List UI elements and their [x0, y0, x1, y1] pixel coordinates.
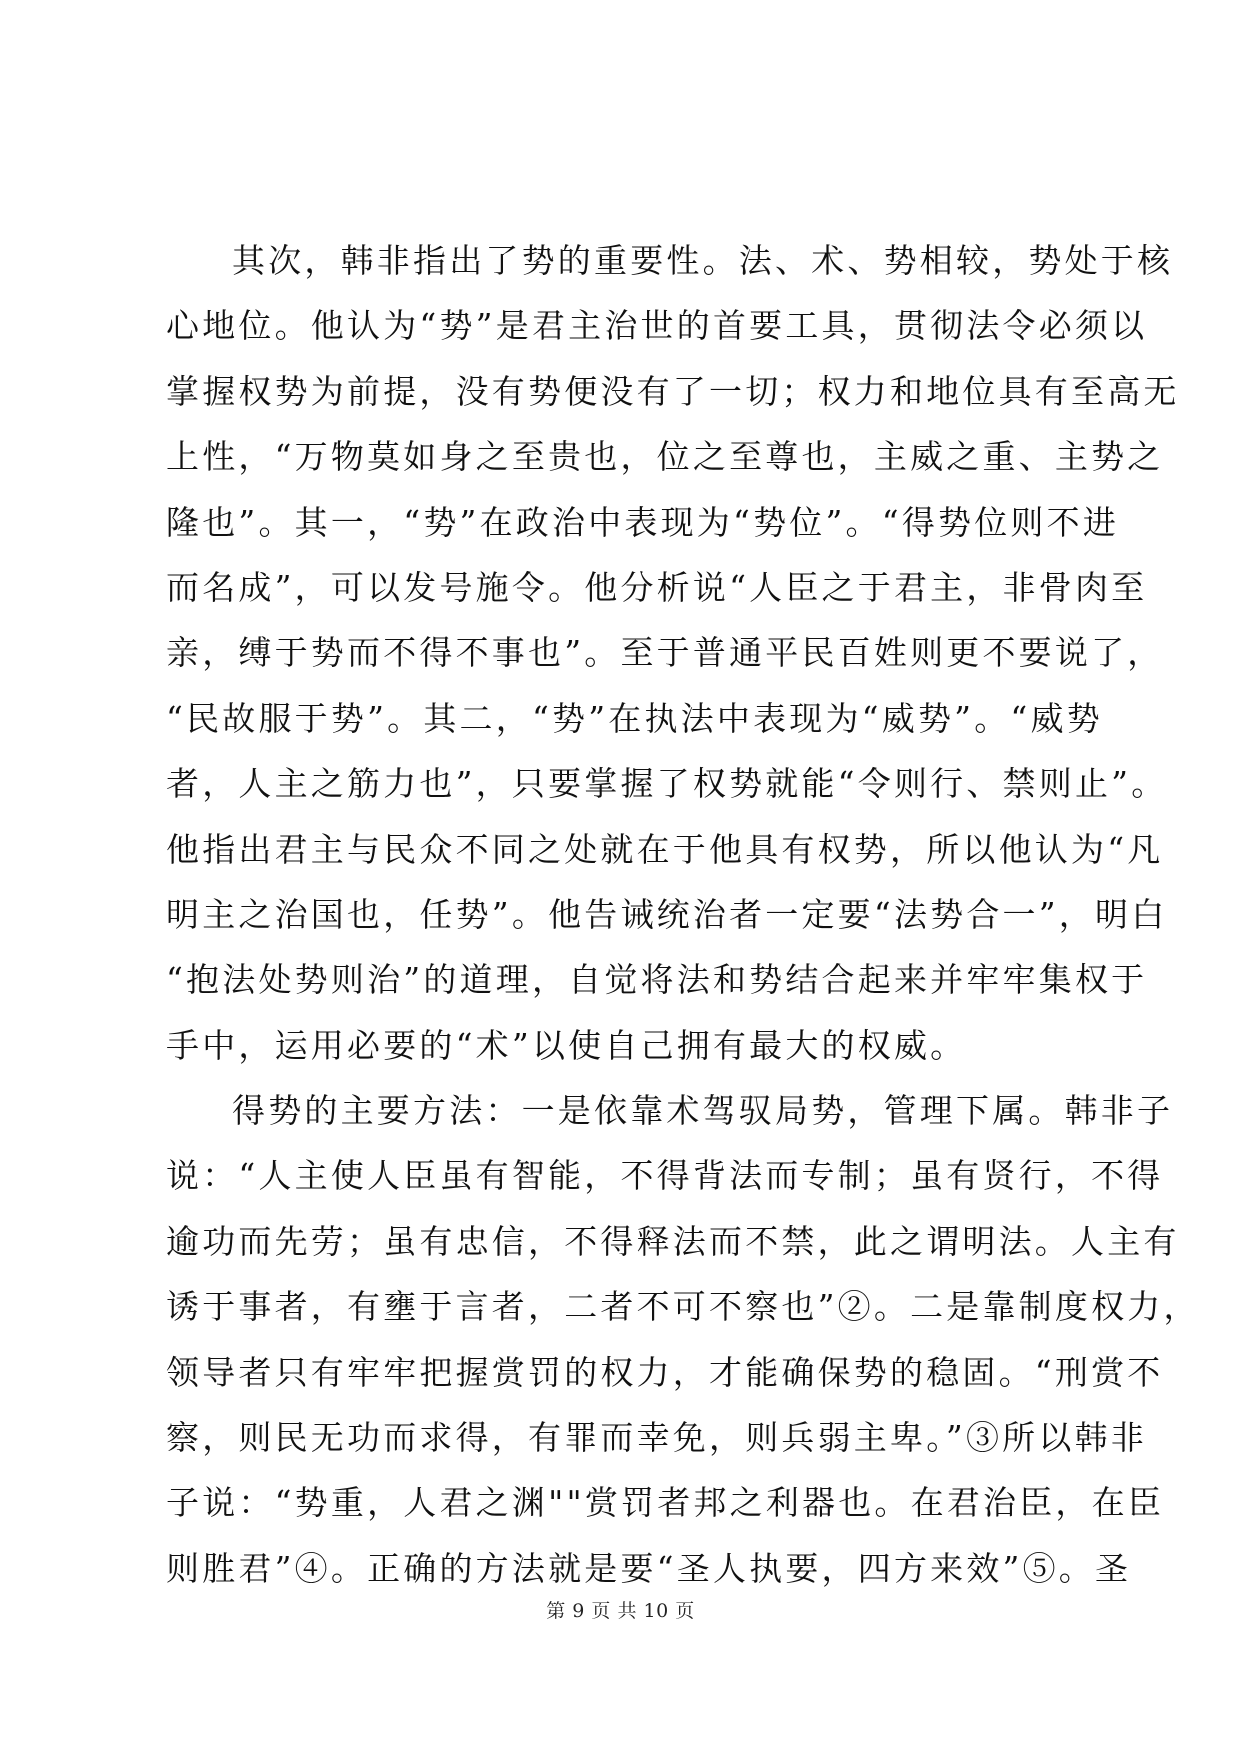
paragraph-line: “民故服于势”。其二，“势”在执法中表现为“威势”。“威势: [166, 698, 1103, 738]
paragraph-line: 明主之治国也，任势”。他告诫统治者一定要“法势合一”，明白: [166, 894, 1168, 934]
paragraph-line: 逾功而先劳；虽有忠信，不得释法而不禁，此之谓明法。人主有: [166, 1221, 1180, 1261]
body-text: [166, 228, 1200, 1601]
paragraph-line: 诱于事者，有壅于言者，二者不可不察也”②。二是靠制度权力，: [166, 1287, 1200, 1327]
paragraph-line: 掌握权势为前提，没有势便没有了一切；权力和地位具有至高无: [166, 371, 1180, 411]
paragraph-line: 者，人主之筋力也”，只要掌握了权势就能“令则行、禁则止”。: [166, 764, 1168, 804]
paragraph-line: 则胜君”④。正确的方法就是要“圣人执要，四方来效”⑤。圣: [166, 1548, 1132, 1588]
paragraph-line: “抱法处势则治”的道理，自觉将法和势结合起来并牢牢集权于: [166, 960, 1148, 1000]
paragraph-line: 领导者只有牢牢把握赏罚的权力，才能确保势的稳固。“刑赏不: [166, 1352, 1164, 1392]
paragraph-line: 得势的主要方法：一是依靠术驾驭局势，管理下属。韩非子: [232, 1091, 1174, 1131]
paragraph-line: 子说：“势重，人君之渊""赏罚者邦之利器也。在君治臣，在臣: [166, 1483, 1165, 1523]
paragraph-line: 其次，韩非指出了势的重要性。法、术、势相较，势处于核: [232, 241, 1174, 280]
paragraph-line: 手中，运用必要的“术”以使自己拥有最大的权威。: [166, 1025, 967, 1065]
paragraph-line: 上性，“万物莫如身之至贵也，位之至尊也，主威之重、主势之: [166, 437, 1164, 477]
paragraph-line: 心地位。他认为“势”是君主治世的首要工具，贯彻法令必须以: [166, 306, 1148, 346]
paragraph-line: 察，则民无功而求得，有罪而幸免，则兵弱主卑。”③所以韩非: [166, 1418, 1147, 1458]
paragraph-line: 而名成”，可以发号施令。他分析说“人臣之于君主，非骨肉至: [166, 567, 1148, 607]
paragraph-line: 他指出君主与民众不同之处就在于他具有权势，所以他认为“凡: [166, 829, 1164, 869]
paragraph-line: 亲，缚于势而不得不事也”。至于普通平民百姓则更不要说了，: [166, 633, 1164, 673]
paragraph-line: 说：“人主使人臣虽有智能，不得背法而专制；虽有贤行，不得: [166, 1156, 1164, 1196]
paragraph-line: 隆也”。其一，“势”在政治中表现为“势位”。“得势位则不进: [166, 502, 1120, 542]
page-number-footer: 第 9 页 共 10 页: [546, 1600, 695, 1622]
